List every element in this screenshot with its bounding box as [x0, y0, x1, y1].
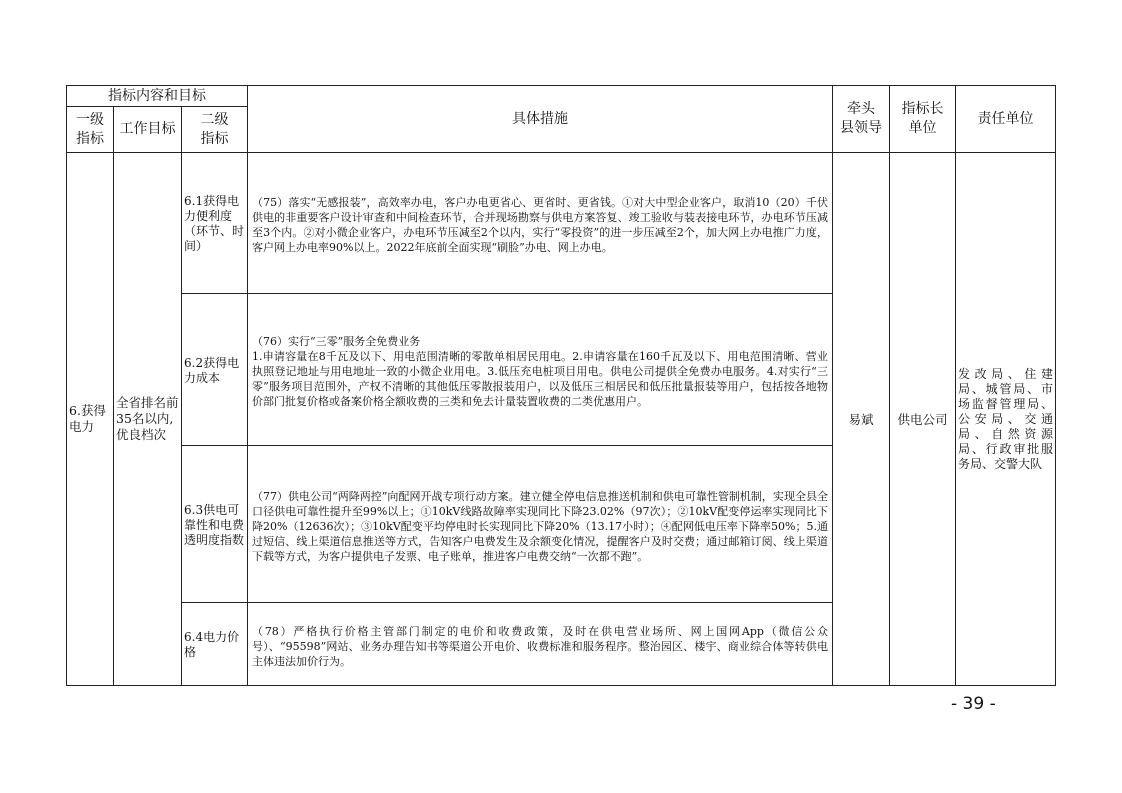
indicator-table [66, 85, 1056, 686]
measure-text [248, 294, 833, 446]
header-leader: 牵头 县领导 [833, 86, 890, 153]
header-level1: 一级 指标 [67, 107, 114, 153]
measure-title: （78）严格执行价格主管部门制定的电价和收费政策，及时在供电营业场所、网上国网App（微信公众号）、“95598”网站、业务办理告知书等渠道公开电价、收费标准和服务程序。整治园区、楼宇、商业综合体等转供电主体违法加价行为。 [252, 624, 828, 668]
table-row [67, 153, 1056, 294]
level2-indicator: 6.3供电可靠性和电费透明度指数 [182, 446, 248, 603]
measure-text [248, 603, 833, 686]
measure-title: （77）供电公司“两降两控”向配网开战专项行动方案。建立健全停电信息推送机制和供电可靠性管制机制，实现全县全口径供电可靠性提升至99%以上；①10kV线路故障率实现同比下降23.02%（97次）；②10kV配变停运率实现同比下降20%（12636次）；③10kV配变平均停电时长实现同比下降20%（13.17小时）；④配网低电压率下降率50%；5.通过短信、线上渠道信息推送等方式，告知客户电费发生及余额变化情况，提醒客户及时交费；通过邮箱订阅、线上渠道下载等方式，为客户提供电子发票、电子账单，推进客户电费交纳“一次都不跑”。 [252, 489, 828, 563]
work-goal: 全省排名前35名以内,优良档次 [114, 153, 182, 686]
level2-indicator: 6.4电力价格 [182, 603, 248, 686]
responsible-units: 发改局、住建局、城管局、市场监督管理局、公安局、交通局、自然资源局、行政审批服务局、交警大队 [956, 153, 1056, 686]
owner-unit: 供电公司 [890, 153, 956, 686]
header-measures: 具体措施 [248, 86, 833, 153]
measure-title: （75）落实“无感报装”，高效率办电，客户办电更省心、更省时、更省钱。①对大中型企业客户，取消10（20）千伏供电的非重要客户设计审查和中间检查环节，合并现场勘察与供电方案答复、竣工验收与装表接电环节，办电环节压减至3个内。②对小微企业客户，办电环节压减至2个以内，实行“零投资”的进一步压减至2个，加大网上办电推广力度，客户网上办电率90%以上。2022年底前全面实现“刷脸”办电、网上办电。 [252, 196, 828, 254]
level2-indicator: 6.1获得电力便利度（环节、时间） [182, 153, 248, 294]
header-goal: 工作目标 [114, 107, 182, 153]
header-row-1 [67, 86, 1056, 107]
level1-indicator: 6.获得电力 [67, 153, 114, 686]
header-level2: 二级 指标 [182, 107, 248, 153]
header-owner-unit: 指标长 单位 [890, 86, 956, 153]
measure-text [248, 153, 833, 294]
county-leader: 易斌 [833, 153, 890, 686]
page-number: - 39 - [951, 694, 996, 714]
level2-indicator: 6.2获得电力成本 [182, 294, 248, 446]
measure-text [248, 446, 833, 603]
measure-title: （76）实行“三零”服务全免费业务 [252, 335, 421, 348]
header-indicator-group: 指标内容和目标 [67, 86, 248, 107]
header-responsible-units: 责任单位 [956, 86, 1056, 153]
measure-body: 1.申请容量在8千瓦及以下、用电范围清晰的零散单相居民用电。2.申请容量在160千瓦及以下、用电范围清晰、营业执照登记地址与用电地址一致的小微企业用电。3.低压充电桩项目用电。供电公司提供全免费办电服务。4.对实行“三零”服务项目范围外，产权不清晰的其他低压零散报装用户，以及低压三相居民和低压批量报装等用户，包括按各地物价部门批复价格或备案价格全额收费的三类和免去计量装置收费的二类优惠用户。 [252, 350, 828, 408]
